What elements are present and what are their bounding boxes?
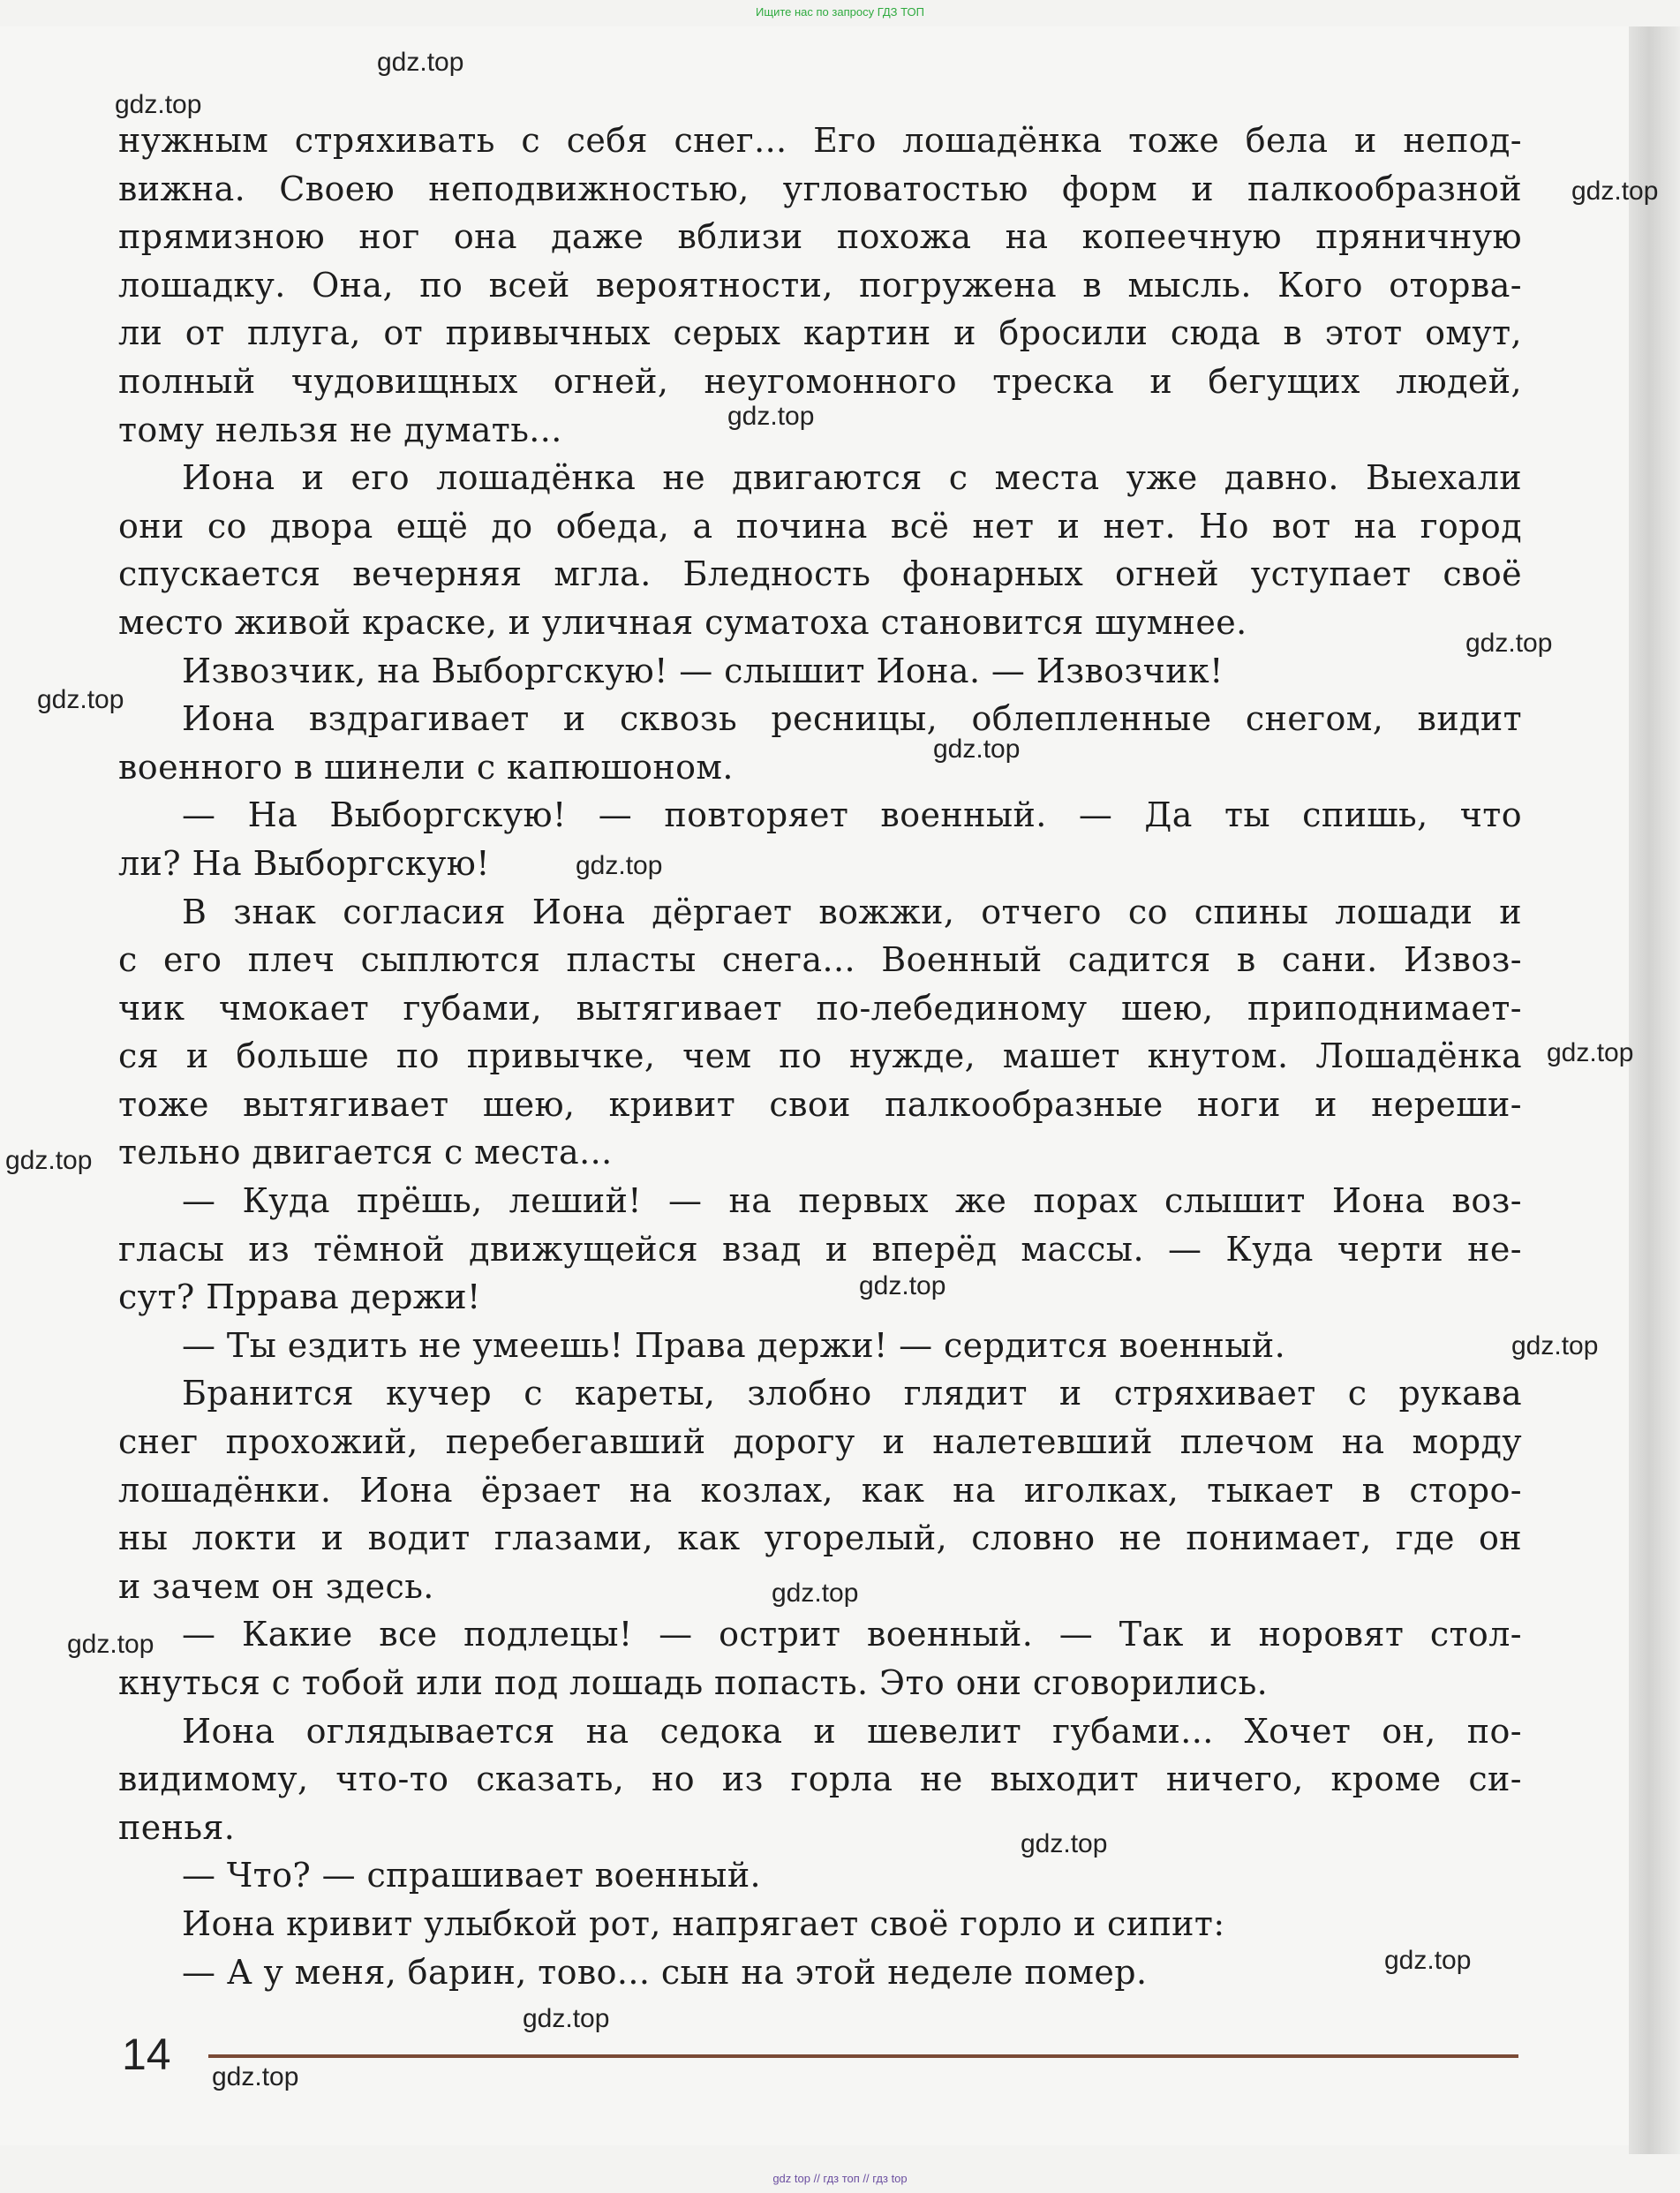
text-line: тому нельзя не думать... — [118, 410, 562, 449]
text-line: видимому, что-то сказать, но из горла не выходит ничего, кроме си- — [118, 1760, 1522, 1799]
watermark: gdz.top — [727, 402, 815, 431]
text-line: — Что? — спрашивает военный. — [182, 1856, 762, 1895]
text-line: прямизною ног она даже вблизи похожа на копеечную пряничную — [118, 217, 1522, 257]
text-line: — Какие все подлецы! — острит военный. — Так и норовят стол- — [182, 1615, 1522, 1654]
text-line: сут? Пррава держи! — [118, 1277, 481, 1317]
watermark: gdz.top — [1547, 1038, 1634, 1067]
watermark: gdz.top — [377, 48, 464, 77]
text-line: гласы из тёмной движущейся взад и вперёд массы. — Куда черти не- — [118, 1229, 1522, 1269]
watermark: gdz.top — [212, 2062, 299, 2091]
text-line: Иона оглядывается на седока и шевелит губами... Хочет он, по- — [182, 1711, 1522, 1751]
watermark: gdz.top — [5, 1146, 93, 1175]
top-banner[interactable]: Ищите нас по запросу ГДЗ ТОП — [756, 5, 924, 19]
watermark: gdz.top — [859, 1271, 946, 1300]
text-line: снег прохожий, перебегавший дорогу и налетевший плечом на морду — [118, 1422, 1522, 1462]
page-edge-shadow — [1629, 26, 1680, 2154]
watermark: gdz.top — [1384, 1946, 1472, 1975]
text-line: нужным стряхивать с себя снег... Его лошадёнка тоже бела и непод- — [118, 121, 1522, 160]
text-line: ны локти и водит глазами, как угорелый, словно не понимает, где он — [118, 1519, 1522, 1558]
watermark: gdz.top — [1021, 1829, 1108, 1858]
watermark: gdz.top — [772, 1579, 859, 1608]
watermark: gdz.top — [576, 851, 663, 880]
text-line: ли от плуга, от привычных серых картин и бросили сюда в этот омут, — [118, 313, 1522, 353]
watermark: gdz.top — [115, 90, 202, 119]
watermark: gdz.top — [67, 1630, 154, 1659]
text-line: с его плеч сыплются пласты снега... Военный садится в сани. Извоз- — [118, 940, 1522, 980]
text-line: место живой краске, и уличная суматоха становится шумнее. — [118, 602, 1247, 642]
text-line: — На Выборгскую! — повторяет военный. — Да ты спишь, что — [182, 795, 1522, 835]
watermark: gdz.top — [1511, 1331, 1599, 1360]
text-line: ся и больше по привычке, чем по нужде, машет кнутом. Лошадёнка — [118, 1036, 1522, 1076]
text-line: они со двора ещё до обеда, а почина всё нет и нет. Но вот на город — [118, 506, 1522, 546]
text-line: ли? На Выборгскую! — [118, 843, 490, 883]
text-line: военного в шинели с капюшоном. — [118, 747, 734, 787]
text-line: полный чудовищных огней, неугомонного треска и бегущих людей, — [118, 361, 1522, 401]
text-line: чик чмокает губами, вытягивает по-лебединому шею, приподнимает- — [118, 988, 1522, 1028]
text-line: Иона и его лошадёнка не двигаются с места уже давно. Выехали — [182, 458, 1522, 498]
footer-rule — [208, 2054, 1518, 2058]
text-line: лошадку. Она, по всей вероятности, погружена в мысль. Кого оторва- — [118, 265, 1522, 305]
watermark: gdz.top — [933, 735, 1021, 764]
text-line: и зачем он здесь. — [118, 1566, 434, 1606]
text-line: Бранится кучер с кареты, злобно глядит и стряхивает с рукава — [182, 1374, 1522, 1413]
watermark: gdz.top — [523, 2004, 610, 2033]
text-line: Иона кривит улыбкой рот, напрягает своё горло и сипит: — [182, 1903, 1225, 1943]
text-line: вижна. Своею неподвижностью, угловатостью форм и палкообразной — [118, 169, 1522, 208]
story-text — [118, 117, 1522, 1996]
text-line: В знак согласия Иона дёргает вожжи, отчего со спины лошади и — [182, 892, 1522, 931]
text-line: спускается вечерняя мгла. Бледность фонарных огней уступает своё — [118, 554, 1522, 594]
text-line: — Ты ездить не умеешь! Права держи! — сердится военный. — [182, 1325, 1286, 1365]
watermark: gdz.top — [1571, 177, 1659, 206]
text-line: Извозчик, на Выборгскую! — слышит Иона. — Извозчик! — [182, 651, 1224, 690]
watermark: gdz.top — [1465, 629, 1553, 658]
page-number: 14 — [122, 2030, 171, 2079]
watermark: gdz.top — [37, 685, 124, 714]
text-line: Иона вздрагивает и сквозь ресницы, облепленные снегом, видит — [182, 699, 1522, 739]
text-line: тельно двигается с места... — [118, 1133, 613, 1172]
text-line: лошадёнки. Иона ёрзает на козлах, как на иголках, тыкает в сторо- — [118, 1470, 1522, 1510]
text-line: кнуться с тобой или под лошадь попасть. Это они сговорились. — [118, 1663, 1269, 1702]
text-line: — Куда прёшь, леший! — на первых же порах слышит Иона воз- — [182, 1181, 1522, 1221]
text-line: — А у меня, барин, тово... сын на этой неделе помер. — [182, 1952, 1148, 1992]
bottom-banner[interactable]: gdz top // гдз топ // гдз top — [772, 2172, 908, 2185]
text-line: пенья. — [118, 1807, 236, 1847]
text-line: тоже вытягивает шею, кривит свои палкообразные ноги и нереши- — [118, 1084, 1522, 1124]
